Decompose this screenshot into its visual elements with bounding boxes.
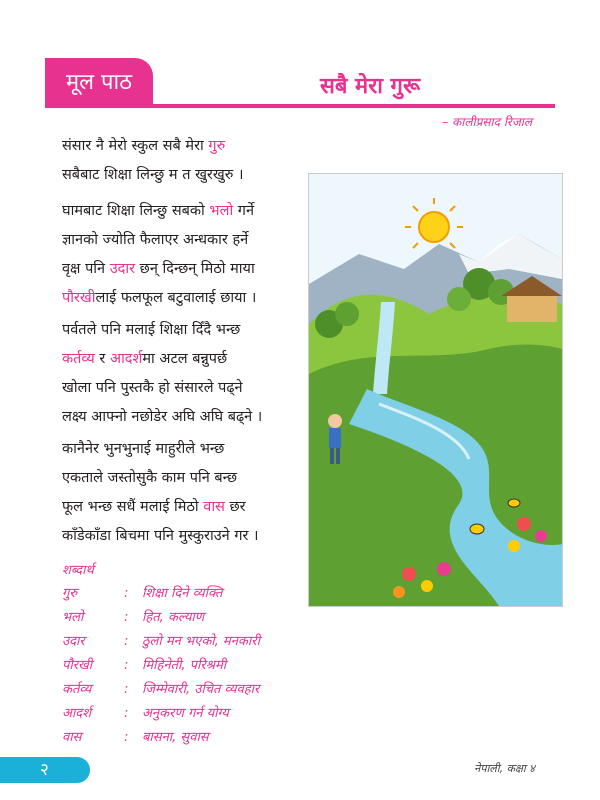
glossary-row: [62, 654, 260, 678]
highlight-word: कर्तव्य: [62, 351, 95, 367]
highlight-word: वास: [203, 499, 225, 515]
glossary-definition: जिम्मेवारी, उचित व्यवहार: [142, 682, 260, 697]
poem-text: मा अटल बन्नुपर्छ: [142, 351, 228, 367]
stanza-2: [62, 197, 256, 313]
poem-line: ज्ञानको ज्योति फैलाएर अन्धकार हर्ने: [62, 232, 249, 248]
glossary-colon: :: [124, 730, 129, 745]
poem-line: [62, 345, 262, 374]
poem-line: पर्वतले पनि मलाई शिक्षा दिँदै भन्छ: [62, 322, 241, 338]
poem-line: एकताले जस्तोसुकै काम पनि बन्छ: [62, 470, 237, 486]
glossary-row: [62, 606, 260, 630]
highlight-word: भलो: [209, 203, 234, 219]
author-credit: – कालीप्रसाद रिजाल: [442, 115, 532, 129]
glossary-colon: :: [124, 634, 129, 649]
poem-line: लक्ष्य आफ्नो नछोडेर अघि अघि बढ्ने ।: [62, 409, 263, 425]
highlight-word: उदार: [109, 261, 136, 277]
poem-line: [62, 132, 244, 161]
glossary-term: भलो: [62, 610, 84, 625]
glossary-colon: :: [124, 586, 129, 601]
glossary-definition: मिहिनेती, परिश्रमी: [142, 658, 227, 673]
glossary-row: [62, 630, 260, 654]
highlight-word: गुरु: [208, 138, 226, 154]
glossary-colon: :: [124, 610, 129, 625]
glossary-term: आदर्श: [62, 706, 92, 721]
glossary-colon: :: [124, 658, 129, 673]
poem-line: काँडेकाँडा बिचमा पनि मुस्कुराउने गर ।: [62, 528, 259, 544]
stanza-3: [62, 316, 262, 432]
poem-text: फूल भन्छ सधैं मलाई मिठो: [62, 499, 204, 515]
glossary-definition: अनुकरण गर्न योग्य: [142, 706, 229, 721]
poem-text: घामबाट शिक्षा लिन्छु सबको: [62, 203, 210, 219]
glossary-term: कर्तव्य: [62, 682, 92, 697]
glossary-colon: :: [124, 706, 129, 721]
poem-text: गर्ने: [233, 203, 255, 219]
page-number: २: [40, 760, 49, 780]
glossary-heading: शब्दार्थ: [62, 563, 94, 578]
glossary-definition: हित, कल्याण: [142, 610, 205, 625]
poem-line: [62, 197, 256, 226]
glossary-term: उदार: [62, 634, 85, 649]
glossary-colon: :: [124, 682, 129, 697]
header-divider: [45, 104, 555, 108]
poem-line: सबैबाट शिक्षा लिन्छु म त खुरखुरु ।: [62, 167, 244, 183]
glossary-definition: बासना, सुवास: [142, 730, 209, 745]
glossary-term: पौरखी: [62, 658, 93, 673]
poem-text: छन् दिन्छन् मिठो माया: [135, 261, 255, 277]
section-label: मूल पाठ: [45, 58, 153, 104]
poem-line: [62, 493, 259, 522]
poem-text: छर: [224, 499, 246, 515]
glossary-row: [62, 582, 260, 606]
poem-line: खोला पनि पुस्तकै हो संसारले पढ्ने: [62, 380, 243, 396]
glossary-row: [62, 726, 260, 750]
glossary: [62, 560, 260, 750]
poem-text: लाई फलफूल बटुवालाई छाया ।: [95, 290, 257, 306]
poem-line: [62, 255, 256, 284]
landscape-illustration: [308, 173, 563, 607]
footer-subject: नेपाली, कक्षा ४: [474, 762, 535, 775]
poem-text: र: [94, 351, 110, 367]
glossary-term: गुरु: [62, 586, 78, 601]
stanza-4: [62, 435, 259, 551]
glossary-definition: शिक्षा दिने व्यक्ति: [142, 586, 223, 601]
glossary-row: [62, 702, 260, 726]
poem-text: संसार नै मेरो स्कुल सबै मेरा: [62, 138, 209, 154]
glossary-row: [62, 678, 260, 702]
highlight-word: आदर्श: [109, 351, 143, 367]
glossary-definition: ठुलो मन भएको, मनकारी: [142, 634, 260, 649]
highlight-word: पौरखी: [62, 290, 96, 306]
glossary-term: वास: [62, 730, 82, 745]
poem-text: वृक्ष पनि: [62, 261, 110, 277]
poem-line: [62, 284, 256, 313]
poem-line: कानैनेर भुनभुनाई माहुरीले भन्छ: [62, 441, 225, 457]
page-title: सबै मेरा गुरू: [319, 74, 421, 99]
stanza-1: [62, 132, 244, 190]
